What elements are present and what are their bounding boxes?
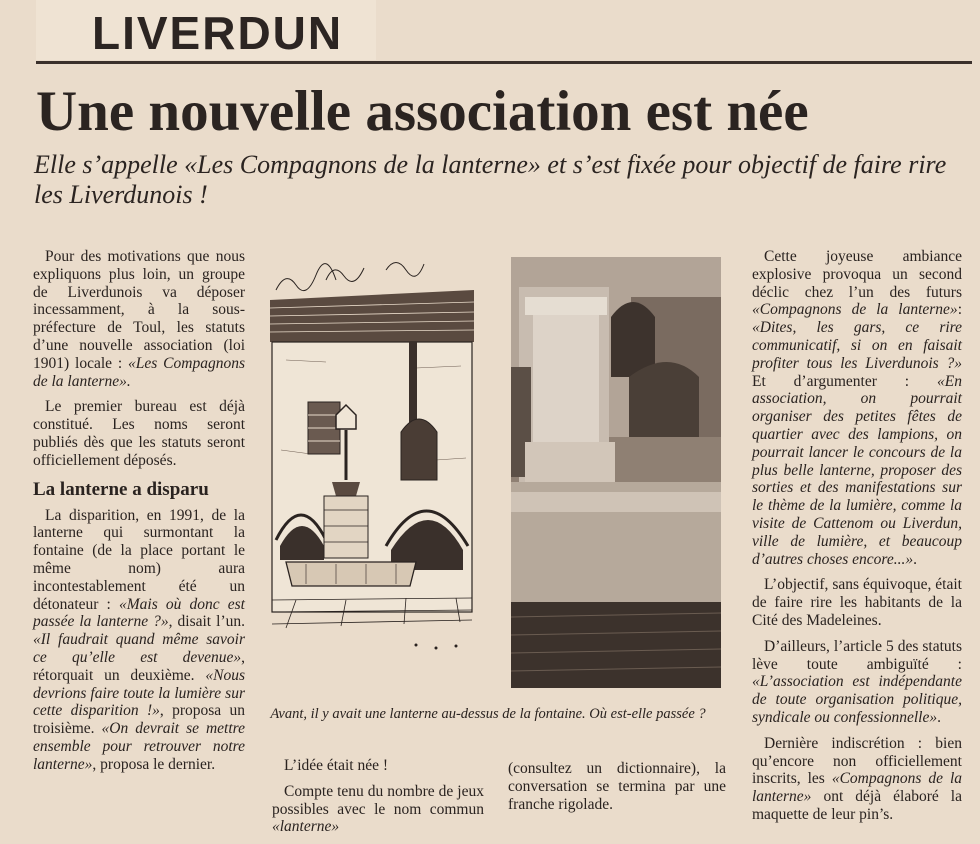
- fountain-sketch-illustration: [266, 250, 476, 660]
- paragraph: La disparition, en 1991, de la lanterne qui surmontant la fontaine (de la place portant le même nom) aura incontestablement été un détonateur : «Mais où donc est passée la lanterne ?», disait l’un. «Il faudrait quand même savoir ce qu’elle est devenue», rétorquait un deuxième. «Nous devrions faire toute la lumière sur cette disparition !», proposa un troisième. «On devrait se mettre ensemble pour retrouver notre lanterne», proposa le dernier.: [33, 506, 245, 773]
- paragraph: Pour des motivations que nous expliquons plus loin, un groupe de Liverdunois va déposer incessamment, à la sous-préfecture de Toul, les statuts d’une nouvelle association (loi 1901) locale : «Les Compagnons de la lanterne».: [33, 248, 245, 390]
- paragraph: L’idée était née !: [284, 757, 388, 774]
- article-column-4: [752, 248, 962, 832]
- paragraph: Le premier bureau est déjà constitué. Les noms seront publiés dès que les statuts seront officiellement déposés.: [33, 398, 245, 469]
- paragraph: (consultez un dictionnaire), la conversation se termina par une franche rigolade.: [508, 760, 726, 813]
- section-kicker: LIVERDUN: [92, 7, 344, 59]
- paragraph: Cette joyeuse ambiance explosive provoqua un second déclic chez l’un des futurs «Compagnons de la lanterne»: «Dites, les gars, ce rire communicatif, si on en faisait profiter tous les Liverdunois ?» Et d’argumenter : «En association, on pourrait organiser des petites fêtes de quartier avec des lampions, on pourrait lancer le concours de la plus belle lanterne, proposer des sorties et des manifestations sur le thème de la lumière, comme la visite de Cattenom ou Liverdun, ville de lumière, et beaucoup d’autres choses encore...».: [752, 248, 963, 568]
- fountain-photo-image: [511, 257, 721, 688]
- paragraph: Dernière indiscrétion : bien qu’encore non officiellement inscrits, les «Compagnons de la lanterne» ont déjà élaboré la maquette de leur pin’s.: [752, 734, 962, 823]
- paragraph: D’ailleurs, l’article 5 des statuts lève toute ambiguïté : «L’association est indépendante de toute organisation politique, syndicale ou confessionnelle».: [752, 637, 962, 726]
- article-column-1: [33, 248, 245, 782]
- article-column-2: [272, 757, 484, 844]
- header-rule: [36, 61, 972, 64]
- article-column-3: [508, 760, 726, 821]
- paragraph: Compte tenu du nombre de jeux possibles avec le nom commun «lanterne»: [272, 782, 484, 836]
- photo-caption: Avant, il y avait une lanterne au-dessus de la fontaine. Où est-elle passée ?: [270, 706, 706, 722]
- subheading: La lanterne a disparu: [33, 478, 209, 500]
- deck-subtitle: Elle s’appelle «Les Compagnons de la lanterne» et s’est fixée pour objectif de faire rire les Liverdunois !: [34, 150, 947, 209]
- fountain-photo: [511, 257, 721, 688]
- paragraph: L’objectif, sans équivoque, était de faire rire les habitants de la Cité des Madeleines.: [752, 576, 962, 629]
- headline: Une nouvelle association est née: [36, 80, 809, 143]
